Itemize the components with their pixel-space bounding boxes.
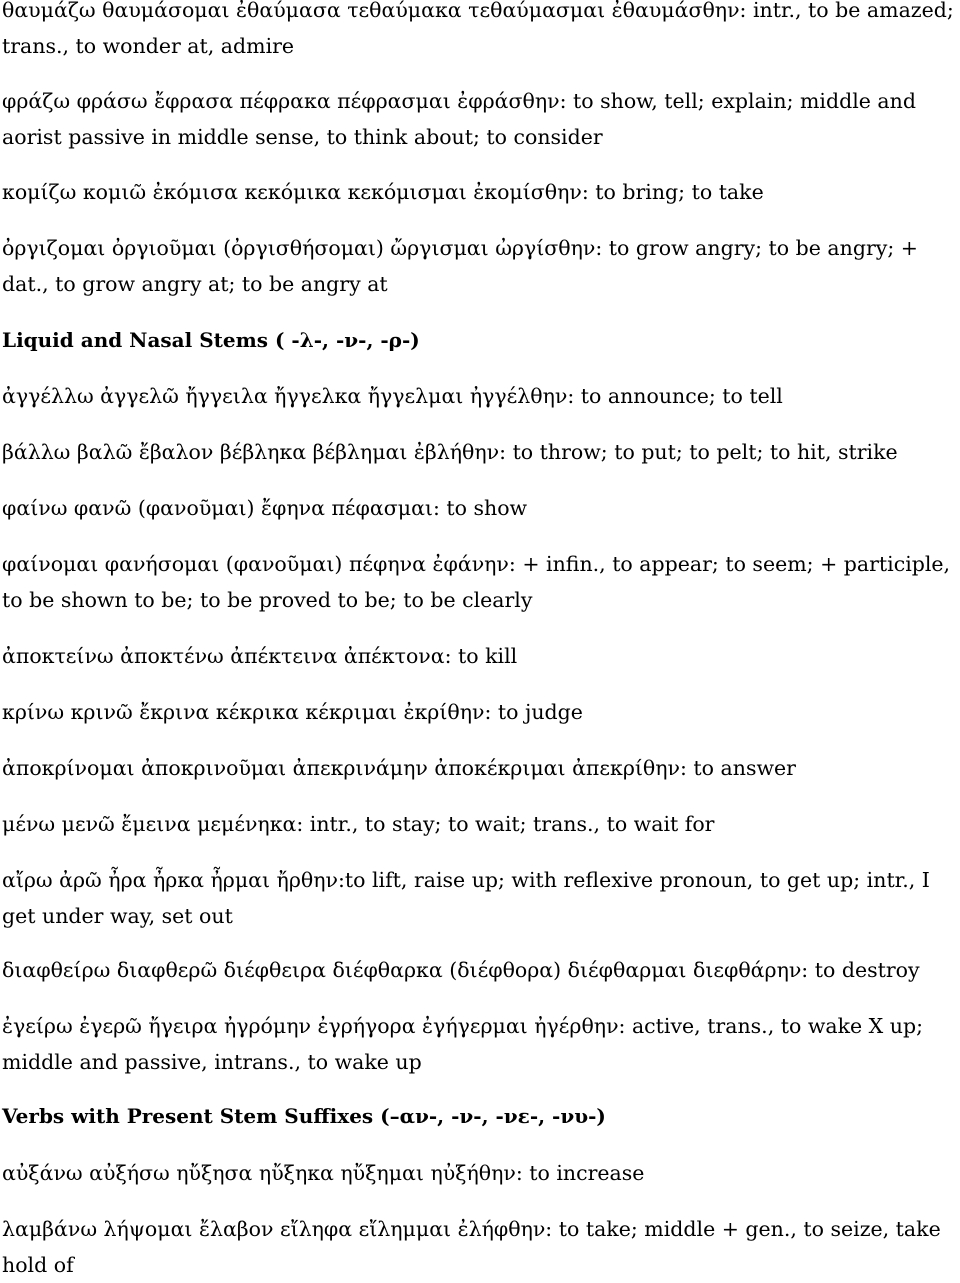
- vocab-entry-apokteino: ἀποκτείνω ἀποκτένω ἀπέκτεινα ἀπέκτονα: to kill: [2, 644, 518, 668]
- vocab-entry-thaumazo: θαυμάζω θαυμάσομαι ἐθαύμασα τεθαύμακα τεθαύμασμαι ἐθαυμάσθην: intr., to be amazed; trans., to wonder at, admire: [2, 0, 954, 58]
- vocab-entry-orgizomai: ὀργιζομαι ὀργιοῦμαι (ὀργισθήσομαι) ὤργισμαι ὠργίσθην: to grow angry; to be angry; + dat., to grow angry at; to be angry at: [2, 236, 918, 296]
- vocab-entry-ballo: βάλλω βαλῶ ἔβαλον βέβληκα βέβλημαι ἐβλήθην: to throw; to put; to pelt; to hit, strike: [2, 440, 898, 464]
- vocab-entry-angello: ἀγγέλλω ἀγγελῶ ἤγγειλα ἤγγελκα ἤγγελμαι ἠγγέλθην: to announce; to tell: [2, 384, 783, 408]
- vocab-entry-auxano: αὐξάνω αὐξήσω ηὔξησα ηὔξηκα ηὔξημαι ηὐξήθην: to increase: [2, 1161, 645, 1185]
- vocab-entry-komizo: κομίζω κομιῶ ἐκόμισα κεκόμικα κεκόμισμαι ἐκομίσθην: to bring; to take: [2, 180, 764, 204]
- vocab-entry-diaphtheiro: διαφθείρω διαφθερῶ διέφθειρα διέφθαρκα (διέφθορα) διέφθαρμαι διεφθάρην: to destroy: [2, 958, 920, 982]
- vocab-entry-lambano: λαμβάνω λήψομαι ἔλαβον εἴληφα εἴλημμαι ἐλήφθην: to take; middle + gen., to seize, take hold of: [2, 1217, 941, 1277]
- vocab-entry-krino: κρίνω κρινῶ ἔκρινα κέκρικα κέκριμαι ἐκρίθην: to judge: [2, 700, 583, 724]
- section-heading-present-stem-suffixes: Verbs with Present Stem Suffixes (–αν-, -ν-, -νε-, -νυ-): [2, 1104, 606, 1128]
- vocab-entry-apokrinomai: ἀποκρίνομαι ἀποκρινοῦμαι ἀπεκρινάμην ἀποκέκριμαι ἀπεκρίθην: to answer: [2, 756, 796, 780]
- vocab-entry-phainomai: φαίνομαι φανήσομαι (φανοῦμαι) πέφηνα ἐφάνην: + infin., to appear; to seem; + participle, to be shown to be; to be proved to be; to be clearly: [2, 552, 951, 612]
- vocab-entry-phrazo: φράζω φράσω ἔφρασα πέφρακα πέφρασμαι ἐφράσθην: to show, tell; explain; middle and aorist passive in middle sense, to think about; to consider: [2, 89, 916, 149]
- vocab-entry-meno: μένω μενῶ ἔμεινα μεμένηκα: intr., to stay; to wait; trans., to wait for: [2, 812, 715, 836]
- section-heading-liquid-nasal: Liquid and Nasal Stems ( -λ-, -ν-, -ρ-): [2, 328, 420, 352]
- vocab-entry-egeiro: ἐγείρω ἐγερῶ ἤγειρα ἠγρόμην ἐγρήγορα ἐγήγερμαι ἠγέρθην: active, trans., to wake X up; middle and passive, intrans., to wake up: [2, 1014, 924, 1074]
- vocab-entry-airo: αἴρω ἀρῶ ἦρα ἦρκα ἦρμαι ἤρθην:to lift, raise up; with reflexive pronoun, to get up; intr., I get under way, set out: [2, 868, 930, 928]
- vocab-entry-phaino: φαίνω φανῶ (φανοῦμαι) ἔφηνα πέφασμαι: to show: [2, 496, 528, 520]
